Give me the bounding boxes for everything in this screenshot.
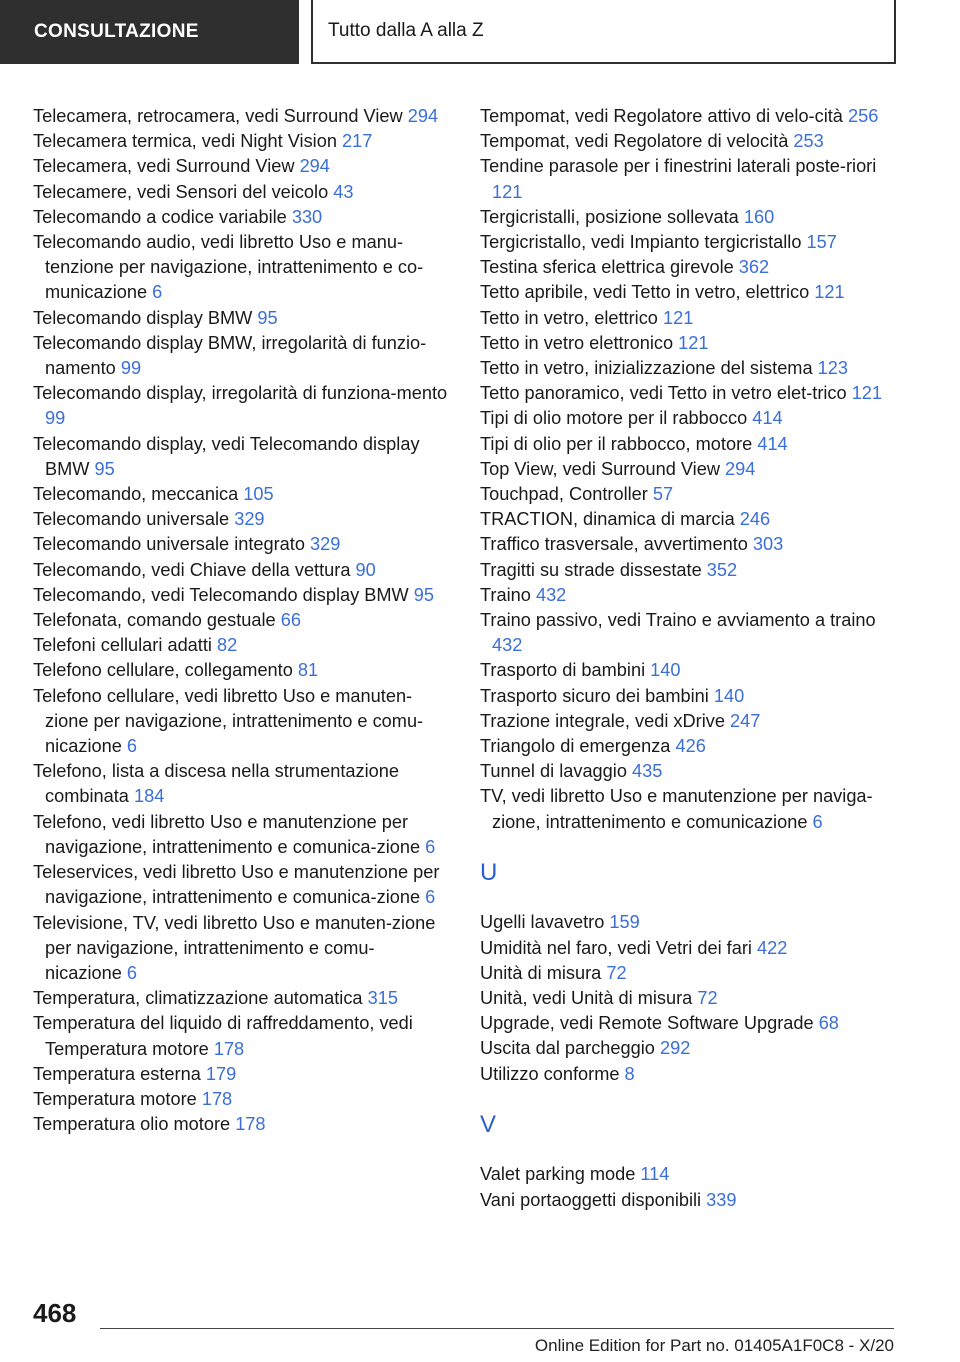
page-reference-link[interactable]: 292 (659, 1038, 691, 1059)
header-section-tab (0, 0, 299, 64)
index-entry (33, 860, 451, 910)
page-reference-link[interactable]: 6 (812, 811, 823, 832)
page-reference-link[interactable]: 95 (94, 458, 115, 479)
page-reference-link[interactable]: 422 (757, 937, 788, 958)
index-entry (33, 482, 451, 507)
page-reference-link[interactable]: 95 (413, 584, 435, 605)
index-entry (480, 306, 900, 331)
index-entry-text: Tetto in vetro elettronico (480, 332, 674, 353)
index-entry-text: Testina sferica elettrica girevole (480, 257, 734, 278)
header-section-title: CONSULTAZIONE (34, 21, 199, 42)
page-reference-link[interactable]: 43 (333, 181, 354, 202)
index-entry-text: TV, vedi libretto Uso e manutenzione per naviga-zione, intrattenimento e comunicazione (480, 786, 873, 832)
page-reference-link[interactable]: 6 (126, 962, 138, 983)
index-entry (33, 986, 451, 1011)
index-entry-text: Telecomando display BMW, irregolarità di funzio-namento (33, 332, 427, 379)
header-chapter-box (311, 0, 896, 64)
index-entry-text: Tetto apribile, vedi Tetto in vetro, elettrico (480, 282, 810, 303)
page-reference-link[interactable]: 99 (120, 358, 142, 379)
index-entry (480, 558, 900, 583)
page-reference-link[interactable]: 140 (650, 660, 681, 681)
index-entry (480, 1036, 900, 1061)
page-reference-link[interactable]: 6 (425, 836, 436, 857)
index-entry (33, 633, 451, 658)
header-chapter-title: Tutto dalla A alla Z (328, 20, 484, 41)
page-reference-link[interactable]: 121 (814, 282, 845, 303)
index-entry-text: Teleservices, vedi libretto Uso e manutenzione per navigazione, intrattenimento e comunica-zione (33, 862, 440, 908)
page-reference-link[interactable]: 82 (217, 635, 238, 656)
index-entry (33, 1011, 451, 1061)
index-group-v (480, 1162, 900, 1212)
index-entry-text: Tipi di olio per il rabbocco, motore (480, 433, 753, 454)
index-entry (33, 1112, 451, 1137)
index-entry (480, 406, 900, 431)
index-entry (480, 432, 900, 457)
index-entry-text: Televisione, TV, vedi libretto Uso e manuten-zione per navigazione, intrattenimento e comu-nicazione (33, 912, 436, 983)
page-reference-link[interactable]: 6 (126, 736, 138, 757)
index-entry-text: Telefonata, comando gestuale (33, 610, 276, 631)
index-entry-text: Trazione integrale, vedi xDrive (480, 710, 725, 731)
page-reference-link[interactable]: 330 (291, 206, 323, 227)
index-entry (480, 129, 900, 154)
index-entry-text: Telecomando display BMW (33, 307, 253, 328)
index-entry (33, 381, 451, 431)
index-entry (33, 684, 451, 760)
index-entry-text: Uscita dal parcheggio (480, 1038, 655, 1059)
index-entry (480, 230, 900, 255)
index-entry (480, 205, 900, 230)
index-entry (480, 784, 900, 834)
index-entry (480, 658, 900, 683)
index-entry-text: Telecomando a codice variabile (33, 206, 287, 227)
index-entry-text: Tempomat, vedi Regolatore di velocità (480, 131, 789, 152)
index-entry-text: Umidità nel faro, vedi Vetri dei fari (480, 937, 752, 958)
index-entry (480, 1162, 900, 1187)
index-entry-text: Triangolo di emergenza (480, 736, 671, 757)
index-entry-text: Telecamera, vedi Surround View (33, 156, 295, 177)
index-entry-text: Tergicristallo, vedi Impianto tergicristallo (480, 232, 802, 253)
page-reference-link[interactable]: 294 (407, 106, 439, 126)
index-entry (480, 961, 900, 986)
footer-divider (100, 1328, 894, 1329)
page-reference-link[interactable]: 140 (713, 685, 745, 706)
page-reference-link[interactable]: 68 (818, 1013, 839, 1034)
index-entry (480, 684, 900, 709)
index-entry-text: Trasporto di bambini (480, 660, 646, 681)
index-entry-text: Telecomando universale (33, 509, 230, 530)
page-reference-link[interactable]: 329 (234, 509, 265, 530)
index-entry (33, 205, 451, 230)
page-reference-link[interactable]: 95 (257, 307, 278, 328)
index-entry-text: Telefono cellulare, collegamento (33, 660, 293, 681)
index-entry-text: TRACTION, dinamica di marcia (480, 509, 735, 530)
index-entry (33, 558, 451, 583)
index-column-right (480, 104, 900, 1213)
index-entry (480, 457, 900, 482)
index-entry-text: Telecamera termica, vedi Night Vision (33, 131, 337, 152)
index-entry-text: Telecomando display, vedi Telecomando display BMW (33, 433, 420, 479)
index-column-left (33, 104, 451, 1137)
index-entry-text: Unità, vedi Unità di misura (480, 988, 693, 1009)
index-entry (480, 154, 900, 204)
index-entry (480, 482, 900, 507)
index-entry-text: Traino passivo, vedi Traino e avviamento a traino (480, 610, 876, 631)
index-entry (480, 532, 900, 557)
page-reference-link[interactable]: 303 (752, 534, 784, 555)
index-entry-text: Tragitti su strade dissestate (480, 559, 702, 580)
index-entry-text: Temperatura motore (33, 1088, 197, 1109)
index-entry-text: Tetto in vetro, elettrico (480, 307, 658, 328)
index-entry-text: Tetto panoramico, vedi Tetto in vetro elet-trico (480, 383, 847, 404)
index-entry-text: Tendine parasole per i finestrini laterali poste-riori (480, 156, 877, 177)
index-group-t (480, 104, 900, 835)
index-entry-text: Temperatura, climatizzazione automatica (33, 988, 363, 1009)
index-entry-text: Telecomando, meccanica (33, 484, 239, 505)
index-entry (33, 608, 451, 633)
page-reference-link[interactable]: 6 (425, 887, 436, 908)
index-entry (480, 104, 900, 129)
page-reference-link[interactable]: 247 (730, 710, 761, 731)
index-entry-text: Unità di misura (480, 962, 602, 983)
index-entry (480, 331, 900, 356)
index-entry (33, 230, 451, 306)
index-entry-text: Telecomando, vedi Telecomando display BMW (33, 584, 409, 605)
page-reference-link[interactable]: 157 (806, 232, 837, 253)
index-entry-text: Telecomando universale integrato (33, 534, 305, 555)
index-entry (33, 331, 451, 381)
index-entry-text: Traino (480, 584, 531, 605)
index-entry (33, 1087, 451, 1112)
page-reference-link[interactable]: 329 (310, 534, 341, 555)
index-entry-text: Telecomando audio, vedi libretto Uso e manu-tenzione per navigazione, intrattenimento e co-municazione (33, 232, 424, 303)
index-entry (33, 154, 451, 179)
page-reference-link[interactable]: 362 (738, 257, 770, 278)
index-entry (480, 608, 900, 658)
index-entry (33, 432, 451, 482)
page-reference-link[interactable]: 178 (213, 1038, 245, 1059)
index-entry (480, 507, 900, 532)
page-reference-link[interactable]: 178 (201, 1088, 233, 1109)
footer-edition: Online Edition for Part no. 01405A1F0C8 - X/20 (534, 1336, 894, 1355)
page-reference-link[interactable]: 114 (640, 1164, 670, 1185)
page-reference-link[interactable]: 315 (367, 988, 398, 1009)
index-entry-text: Telecamera, retrocamera, vedi Surround View (33, 106, 403, 126)
index-entry (480, 759, 900, 784)
page-reference-link[interactable]: 414 (757, 433, 788, 454)
index-entry-text: Top View, vedi Surround View (480, 458, 720, 479)
page-reference-link[interactable]: 184 (133, 786, 165, 807)
index-entry (33, 583, 451, 608)
page-reference-link[interactable]: 179 (205, 1063, 237, 1084)
index-entry-text: Tipi di olio motore per il rabbocco (480, 408, 748, 429)
index-entry-text: Telecamere, vedi Sensori del veicolo (33, 181, 329, 202)
index-entry-text: Telecomando, vedi Chiave della vettura (33, 559, 351, 580)
index-entry-text: Telefoni cellulari adatti (33, 635, 212, 656)
page-reference-link[interactable]: 121 (662, 307, 694, 328)
index-entry-text: Temperatura olio motore (33, 1114, 231, 1135)
index-entry (480, 583, 900, 608)
index-entry (480, 1062, 900, 1087)
index-entry (33, 1062, 451, 1087)
index-group-u (480, 910, 900, 1086)
index-entry (33, 532, 451, 557)
index-entry-text: Touchpad, Controller (480, 484, 648, 505)
index-entry-text: Temperatura esterna (33, 1063, 201, 1084)
index-entry-text: Telefono, vedi libretto Uso e manutenzione per navigazione, intrattenimento e comunica-zione (33, 811, 421, 857)
page-reference-link[interactable]: 246 (739, 509, 771, 530)
index-entry (480, 280, 900, 305)
index-entry (33, 911, 451, 987)
index-entry (480, 936, 900, 961)
index-entry (33, 306, 451, 331)
page-reference-link[interactable]: 90 (355, 559, 376, 580)
index-entry-text: Telefono cellulare, vedi libretto Uso e manuten-zione per navigazione, intrattenimento e comu-nicazione (33, 685, 424, 757)
page-reference-link[interactable]: 159 (609, 912, 640, 933)
index-entry (480, 986, 900, 1011)
page-reference-link[interactable]: 414 (752, 408, 783, 429)
index-entry-text: Tunnel di lavaggio (480, 761, 627, 782)
page-reference-link[interactable]: 294 (299, 156, 330, 177)
index-entry (480, 709, 900, 734)
page-reference-link[interactable]: 160 (743, 206, 775, 227)
page-reference-link[interactable]: 426 (675, 736, 706, 757)
index-entry-text: Utilizzo conforme (480, 1063, 620, 1084)
page-reference-link[interactable]: 81 (297, 660, 319, 681)
page-reference-link[interactable]: 253 (793, 131, 824, 152)
index-entry (480, 381, 900, 406)
index-entry (480, 255, 900, 280)
page-reference-link[interactable]: 72 (697, 988, 718, 1009)
index-entry-text: Temperatura del liquido di raffreddamento, vedi Temperatura motore (33, 1013, 413, 1059)
index-entry (33, 810, 451, 860)
index-entry-text: Telefono, lista a discesa nella strumentazione combinata (33, 761, 399, 807)
page-reference-link[interactable]: 105 (243, 484, 274, 505)
index-entry-text: Upgrade, vedi Remote Software Upgrade (480, 1013, 814, 1034)
page-reference-link[interactable]: 121 (492, 181, 523, 202)
index-entry (33, 507, 451, 532)
section-letter-u: U (480, 859, 498, 887)
section-letter-v: V (480, 1111, 497, 1139)
index-entry-text: Valet parking mode (480, 1164, 636, 1185)
index-entry-text: Tempomat, vedi Regolatore attivo di velo-cità (480, 106, 843, 126)
index-entry (33, 104, 451, 129)
index-entry-text: Vani portaoggetti disponibili (480, 1189, 702, 1210)
page-reference-link[interactable]: 66 (280, 610, 301, 631)
page-reference-link[interactable]: 256 (847, 106, 879, 126)
page-reference-link[interactable]: 178 (235, 1114, 266, 1135)
page-reference-link[interactable]: 435 (632, 761, 663, 782)
index-entry (480, 734, 900, 759)
index-entry-text: Trasporto sicuro dei bambini (480, 685, 709, 706)
index-entry (480, 1188, 900, 1213)
index-entry-text: Ugelli lavavetro (480, 912, 605, 933)
index-entry-text: Telecomando display, irregolarità di funziona-mento (33, 383, 448, 404)
index-entry-text: Tetto in vetro, inizializzazione del sistema (480, 358, 813, 379)
page-reference-link[interactable]: 8 (624, 1063, 635, 1084)
page-reference-link[interactable]: 57 (652, 484, 674, 505)
index-entry (480, 1011, 900, 1036)
index-entry (33, 658, 451, 683)
page-reference-link[interactable]: 339 (706, 1189, 737, 1210)
page-reference-link[interactable]: 121 (851, 383, 883, 404)
page-number: 468 (33, 1298, 77, 1328)
page-reference-link[interactable]: 352 (706, 559, 738, 580)
page-reference-link[interactable]: 217 (342, 131, 373, 152)
index-entry (33, 180, 451, 205)
page-reference-link[interactable]: 121 (678, 332, 709, 353)
index-entry-text: Traffico trasversale, avvertimento (480, 534, 748, 555)
index-entry-text: Tergicristalli, posizione sollevata (480, 206, 739, 227)
page-reference-link[interactable]: 6 (152, 282, 163, 303)
page-reference-link[interactable]: 432 (535, 584, 567, 605)
page-reference-link[interactable]: 294 (725, 458, 756, 479)
index-entry (33, 759, 451, 809)
index-entry (480, 910, 900, 935)
page-reference-link[interactable]: 72 (606, 962, 627, 983)
index-entry (480, 356, 900, 381)
page-reference-link[interactable]: 432 (492, 635, 523, 656)
page-reference-link[interactable]: 99 (45, 408, 66, 429)
index-entry (33, 129, 451, 154)
page-reference-link[interactable]: 123 (817, 358, 848, 379)
